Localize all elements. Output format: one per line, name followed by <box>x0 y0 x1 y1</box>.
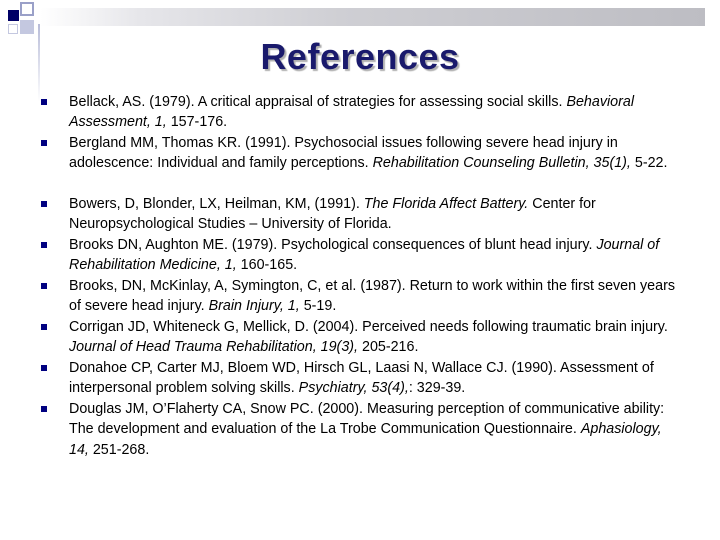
reference-pages: 5-22. <box>630 155 668 172</box>
reference-source: The Florida Affect Battery. <box>363 196 529 212</box>
reference-text <box>69 276 684 317</box>
reference-source: Rehabilitation Counseling Bulletin, 35(1), <box>372 155 631 172</box>
bullet-icon <box>41 283 47 289</box>
reference-pages: 157-176. <box>166 114 228 131</box>
corner-ornament-square <box>8 10 19 21</box>
header-gradient-bar <box>40 8 705 26</box>
reference-pages: 5-19. <box>299 298 337 315</box>
bullet-icon <box>41 242 47 248</box>
bullet-icon <box>41 140 47 146</box>
bullet-icon <box>41 365 47 371</box>
reference-body: Brooks DN, Aughton ME. (1979). Psychological consequences of blunt head injury. <box>69 237 597 253</box>
bullet-icon <box>41 324 47 330</box>
reference-text <box>69 133 684 174</box>
reference-text <box>69 317 684 358</box>
slide-title: References <box>260 36 460 77</box>
reference-source: Journal of Rehabilitation Medicine, 1, <box>69 237 660 274</box>
reference-text <box>69 399 684 460</box>
reference-body: Bergland MM, Thomas KR. (1991). Psychosocial issues following severe head injury in adolescence: Individual and family perceptions. <box>69 135 618 172</box>
reference-pages: : 329-39. <box>408 380 466 397</box>
reference-pages: 251-268. <box>88 441 150 458</box>
bullet-icon <box>41 99 47 105</box>
bullet-icon <box>41 201 47 207</box>
reference-text <box>69 235 684 276</box>
reference-source: Behavioral Assessment, 1, <box>69 94 634 131</box>
reference-source: Journal of Head Trauma Rehabilitation, 19(3), <box>69 339 359 356</box>
bullet-icon <box>41 406 47 412</box>
corner-ornament-square <box>20 20 34 34</box>
reference-pages: 160-165. <box>236 257 298 274</box>
reference-source: Brain Injury, 1, <box>208 298 300 315</box>
reference-body: Bowers, D, Blonder, LX, Heilman, KM, (1991). <box>69 196 364 212</box>
reference-body: Brooks, DN, McKinlay, A, Symington, C, et al. (1987). Return to work within the first seven years of severe head injury. <box>69 278 675 315</box>
reference-source: Aphasiology, 14, <box>69 421 662 458</box>
reference-text <box>69 92 684 133</box>
reference-body: Corrigan JD, Whiteneck G, Mellick, D. (2004). Perceived needs following traumatic brain injury. <box>69 319 668 335</box>
reference-body: Douglas JM, O’Flaherty CA, Snow PC. (2000). Measuring perception of communicative ability: The development and evaluation of the La Trobe Communication Questionnaire. <box>69 401 665 438</box>
reference-source: Psychiatry, 53(4), <box>298 380 409 397</box>
corner-ornament-square <box>8 24 18 34</box>
reference-body: Bellack, AS. (1979). A critical appraisal of strategies for assessing social skills. <box>69 94 567 110</box>
reference-text <box>69 358 684 399</box>
reference-body: Donahoe CP, Carter MJ, Bloem WD, Hirsch GL, Laasi N, Wallace CJ. (1990). Assessment of interpersonal problem solving skills. <box>69 360 654 397</box>
reference-text <box>69 194 684 235</box>
reference-pages: Center for Neuropsychological Studies – University of Florida. <box>69 196 596 233</box>
corner-ornament-square <box>20 2 34 16</box>
reference-pages: 205-216. <box>358 339 419 356</box>
